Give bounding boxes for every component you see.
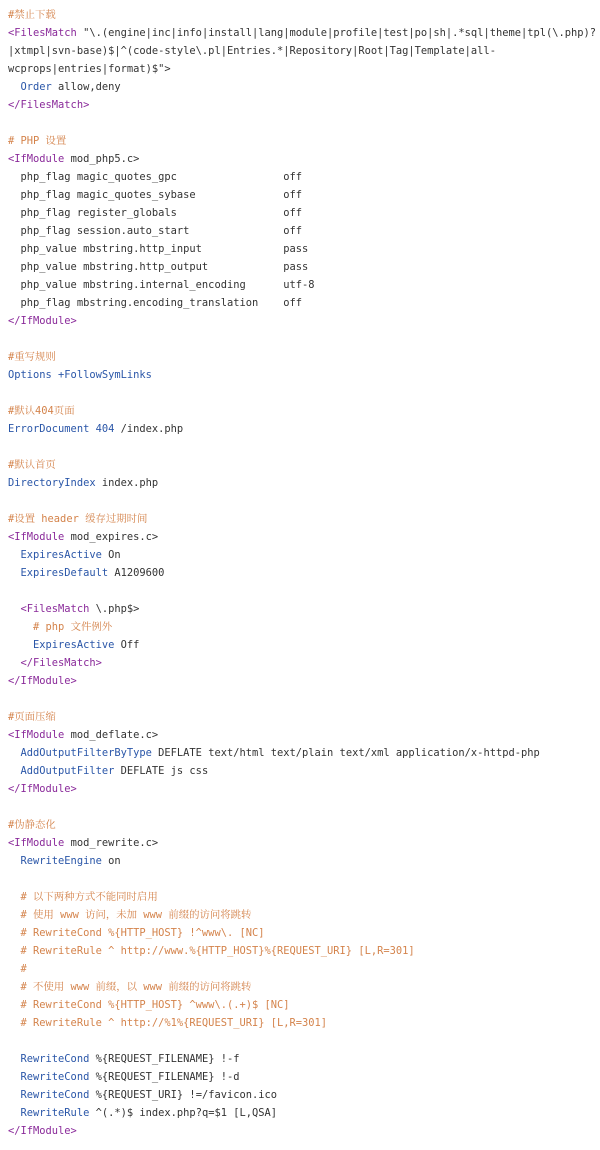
- comment-text: #: [20, 963, 27, 975]
- code-line: [8, 330, 592, 348]
- code-line: [8, 762, 592, 780]
- code-line: [8, 636, 592, 654]
- code-line: [8, 708, 592, 726]
- code-line: [8, 654, 592, 672]
- code-line: [8, 222, 592, 240]
- comment-text: #设置 header 缓存过期时间: [8, 513, 148, 525]
- tag-argument: mod_php5.c>: [64, 153, 140, 165]
- setting-text: php_flag session.auto_start off: [20, 225, 303, 237]
- code-line: [8, 996, 592, 1014]
- tag-argument: mod_expires.c>: [64, 531, 159, 543]
- comment-text: #默认404页面: [8, 405, 75, 417]
- code-line: [8, 798, 592, 816]
- setting-text: php_value mbstring.http_input pass: [20, 243, 309, 255]
- code-line: [8, 546, 592, 564]
- directive-name: Options +FollowSymLinks: [8, 369, 152, 381]
- code-line: [8, 114, 592, 132]
- config-tag: </IfModule>: [8, 783, 77, 795]
- comment-text: #禁止下载: [8, 9, 56, 21]
- config-tag: <IfModule: [8, 531, 65, 543]
- code-line: [8, 78, 592, 96]
- directive-argument: DEFLATE js css: [114, 765, 209, 777]
- directive-name: ErrorDocument 404: [8, 423, 115, 435]
- code-line: [8, 186, 592, 204]
- tag-argument: mod_rewrite.c>: [64, 837, 159, 849]
- code-line: [8, 24, 597, 42]
- directive-name: DirectoryIndex: [8, 477, 96, 489]
- config-tag: </IfModule>: [8, 315, 77, 327]
- tag-argument: "\.(engine|inc|info|install|lang|module|profile|test|po|sh|.*sql|theme|tpl(\.php)?: [76, 27, 597, 39]
- code-line: [8, 942, 592, 960]
- code-line: [8, 510, 592, 528]
- comment-text: #重写规则: [8, 351, 56, 363]
- code-line: [8, 96, 592, 114]
- code-line: [8, 456, 592, 474]
- setting-text: php_flag register_globals off: [20, 207, 303, 219]
- code-line: [8, 672, 592, 690]
- code-line: [8, 492, 592, 510]
- directive-argument: /index.php: [114, 423, 184, 435]
- code-line: [8, 402, 592, 420]
- code-line: [8, 132, 592, 150]
- directive-name: RewriteCond: [20, 1053, 90, 1065]
- code-line: [8, 744, 592, 762]
- comment-text: # RewriteCond %{HTTP_HOST} !^www\. [NC]: [20, 927, 265, 939]
- directive-argument: A1209600: [108, 567, 165, 579]
- code-line: [8, 924, 592, 942]
- code-line: [8, 1086, 592, 1104]
- directive-name: ExpiresDefault: [20, 567, 109, 579]
- code-line: [8, 906, 592, 924]
- directive-name: RewriteCond: [20, 1071, 90, 1083]
- code-line: [8, 384, 592, 402]
- code-line: [8, 888, 592, 906]
- code-line: [8, 780, 592, 798]
- directive-name: ExpiresActive: [33, 639, 115, 651]
- directive-argument: %{REQUEST_FILENAME} !-f: [89, 1053, 240, 1065]
- code-line: [8, 978, 592, 996]
- directive-name: ExpiresActive: [20, 549, 102, 561]
- directive-name: RewriteCond: [20, 1089, 90, 1101]
- code-line: [8, 870, 592, 888]
- code-line: [8, 564, 592, 582]
- tag-argument: wcprops|entries|format)$">: [8, 63, 171, 75]
- config-tag: <IfModule: [8, 837, 65, 849]
- code-line: [8, 1014, 592, 1032]
- tag-argument: |xtmpl|svn-base)$|^(code-style\.pl|Entries.*|Repository|Root|Tag|Template|all-: [8, 45, 496, 57]
- code-line: [8, 204, 592, 222]
- directive-argument: ^(.*)$ index.php?q=$1 [L,QSA]: [89, 1107, 278, 1119]
- directive-argument: %{REQUEST_URI} !=/favicon.ico: [89, 1089, 278, 1101]
- code-line: [8, 258, 592, 276]
- code-line: [8, 366, 592, 384]
- setting-text: php_flag magic_quotes_sybase off: [20, 189, 303, 201]
- setting-text: php_flag mbstring.encoding_translation off: [20, 297, 303, 309]
- comment-text: # RewriteRule ^ http://%1%{REQUEST_URI} [L,R=301]: [20, 1017, 328, 1029]
- comment-text: # 不使用 www 前缀，以 www 前缀的访问将跳转: [20, 981, 252, 993]
- code-line: [8, 1122, 592, 1140]
- code-line: [8, 690, 592, 708]
- code-line: [8, 420, 592, 438]
- config-tag: </FilesMatch>: [20, 657, 102, 669]
- directive-argument: DEFLATE text/html text/plain text/xml application/x-httpd-php: [151, 747, 540, 759]
- code-line: [8, 834, 592, 852]
- code-line: [8, 276, 592, 294]
- comment-text: # PHP 设置: [8, 135, 67, 147]
- code-line: [8, 726, 592, 744]
- comment-text: # RewriteRule ^ http://www.%{HTTP_HOST}%{REQUEST_URI} [L,R=301]: [20, 945, 415, 957]
- code-line: [8, 1104, 592, 1122]
- code-line: [8, 168, 592, 186]
- code-line: [8, 42, 592, 60]
- code-line: [8, 528, 592, 546]
- code-line: [8, 960, 592, 978]
- comment-text: #伪静态化: [8, 819, 56, 831]
- tag-argument: mod_deflate.c>: [64, 729, 159, 741]
- code-line: [8, 816, 592, 834]
- config-tag: </FilesMatch>: [8, 99, 90, 111]
- comment-text: # 使用 www 访问，未加 www 前缀的访问将跳转: [20, 909, 252, 921]
- code-line: [8, 312, 592, 330]
- code-line: [8, 438, 592, 456]
- code-line: [8, 852, 592, 870]
- comment-text: # php 文件例外: [33, 621, 113, 633]
- code-line: [8, 1032, 592, 1050]
- directive-argument: on: [101, 855, 121, 867]
- code-line: [8, 348, 592, 366]
- comment-text: #默认首页: [8, 459, 56, 471]
- code-line: [8, 150, 592, 168]
- code-line: [8, 240, 592, 258]
- code-line: [8, 618, 592, 636]
- code-line: [8, 60, 592, 78]
- config-tag: <IfModule: [8, 729, 65, 741]
- setting-text: php_value mbstring.http_output pass: [20, 261, 309, 273]
- directive-argument: Off: [114, 639, 140, 651]
- code-line: [8, 294, 592, 312]
- directive-name: Order: [20, 81, 52, 93]
- setting-text: php_value mbstring.internal_encoding utf-8: [20, 279, 315, 291]
- directive-argument: %{REQUEST_FILENAME} !-d: [89, 1071, 240, 1083]
- comment-text: # RewriteCond %{HTTP_HOST} ^www\.(.+)$ [NC]: [20, 999, 290, 1011]
- config-tag: <IfModule: [8, 153, 65, 165]
- directive-argument: index.php: [95, 477, 159, 489]
- config-tag: </IfModule>: [8, 675, 77, 687]
- directive-name: RewriteEngine: [20, 855, 102, 867]
- tag-argument: \.php$>: [89, 603, 140, 615]
- directive-name: AddOutputFilter: [20, 765, 115, 777]
- code-line: [8, 600, 592, 618]
- directive-name: RewriteRule: [20, 1107, 90, 1119]
- directive-argument: On: [101, 549, 121, 561]
- config-tag: </IfModule>: [8, 1125, 77, 1137]
- code-line: [8, 1050, 592, 1068]
- code-line: [8, 582, 592, 600]
- setting-text: php_flag magic_quotes_gpc off: [20, 171, 303, 183]
- code-line: [8, 474, 592, 492]
- comment-text: #页面压缩: [8, 711, 56, 723]
- code-line: [8, 1068, 592, 1086]
- config-tag: <FilesMatch: [8, 27, 77, 39]
- comment-text: # 以下两种方式不能同时启用: [20, 891, 158, 903]
- directive-name: AddOutputFilterByType: [20, 747, 152, 759]
- config-tag: <FilesMatch: [20, 603, 90, 615]
- code-line: [8, 6, 592, 24]
- directive-argument: allow,deny: [51, 81, 121, 93]
